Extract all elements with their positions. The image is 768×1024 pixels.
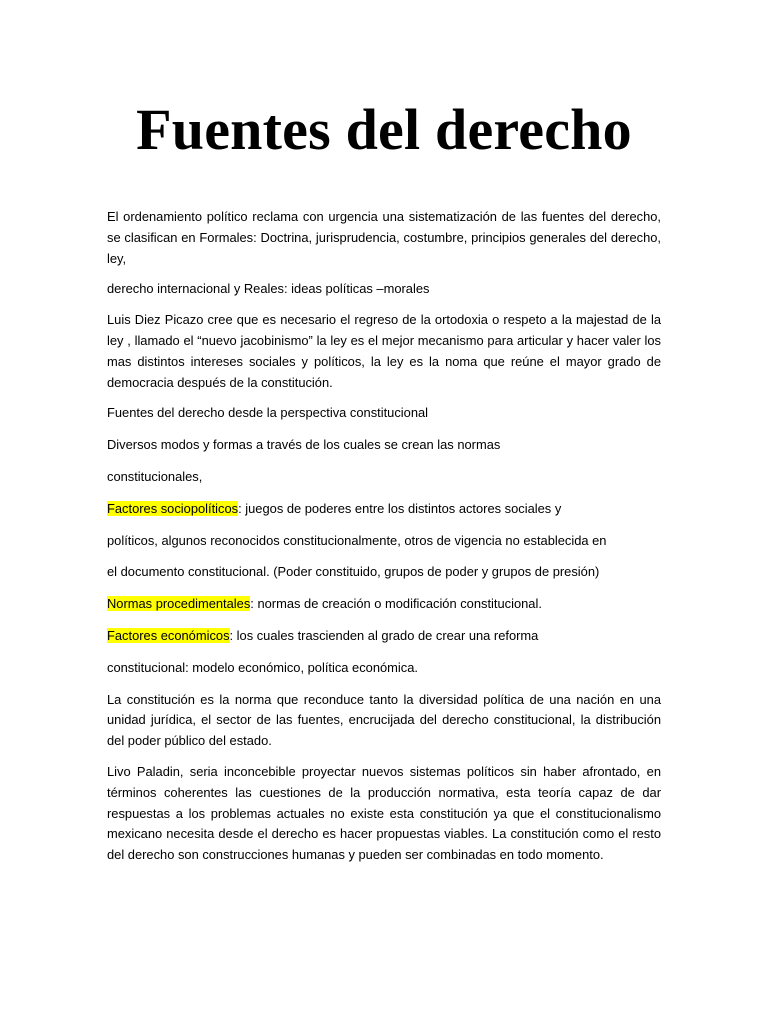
paragraph-livo-paladin: Livo Paladin, seria inconcebible proyectar nuevos sistemas políticos sin haber afrontado, en términos coherentes las cuestiones de la producción normativa, esta teoría capaz de dar respuestas a los problemas actuales no existe esta constitución ya que el constitucionalismo mexicano necesita desde el derecho es hacer propuestas viables. La constitución como el resto del derecho son construcciones humanas y pueden ser combinadas en todo momento. <box>107 763 661 863</box>
highlighted-term: Factores económicos <box>107 627 230 643</box>
paragraph-political-actors: políticos, algunos reconocidos constitucionalmente, otros de vigencia no establecida en <box>107 532 607 548</box>
document-body <box>107 207 661 876</box>
paragraph-international-law: derecho internacional y Reales: ideas políticas –morales <box>107 281 430 297</box>
paragraph-diez-picazo: Luis Diez Picazo cree que es necesario el regreso de la ortodoxia o respeto a la majestad de la ley , llamado el “nuevo jacobinismo” la ley es el mejor mecanismo para articular y hacer valer los mas distintos intereses sociales y políticos, la ley es la noma que reúne el mayor grado de democracia después de la constitución. <box>107 312 661 390</box>
paragraph-modes-and-forms: Diversos modos y formas a través de los cuales se crean las normas <box>107 437 501 453</box>
highlighted-term: Factores sociopolíticos <box>107 500 239 516</box>
page-title: Fuentes del derecho <box>136 97 632 162</box>
paragraph-constitutional-perspective: Fuentes del derecho desde la perspectiva constitucional <box>107 405 429 421</box>
paragraph-sociopolitical-factors <box>107 499 661 520</box>
paragraph-sources-classification: El ordenamiento político reclama con urgencia una sistematización de las fuentes del derecho, se clasifican en Formales: Doctrina, jurisprudencia, costumbre, principios generales del derecho, ley, <box>107 209 661 266</box>
paragraph-constitutional-norms: constitucionales, <box>107 468 203 484</box>
paragraph-text: : juegos de poderes entre los distintos actores sociales y <box>238 500 562 516</box>
paragraph-text: : los cuales trascienden al grado de crear una reforma <box>229 627 539 643</box>
paragraph-economic-factors <box>107 626 661 647</box>
paragraph-constitution-norm: La constitución es la norma que reconduce tanto la diversidad política de una nación en una unidad jurídica, el sector de las fuentes, encrucijada del derecho constitucional, la distribución del poder público del estado. <box>107 691 661 749</box>
paragraph-economic-model: constitucional: modelo económico, política económica. <box>107 659 418 675</box>
paragraph-procedural-norms <box>107 594 661 615</box>
paragraph-constitutional-document: el documento constitucional. (Poder constituido, grupos de poder y grupos de presión) <box>107 564 600 580</box>
paragraph-text: : normas de creación o modificación constitucional. <box>250 596 542 612</box>
highlighted-term: Normas procedimentales <box>107 596 251 612</box>
